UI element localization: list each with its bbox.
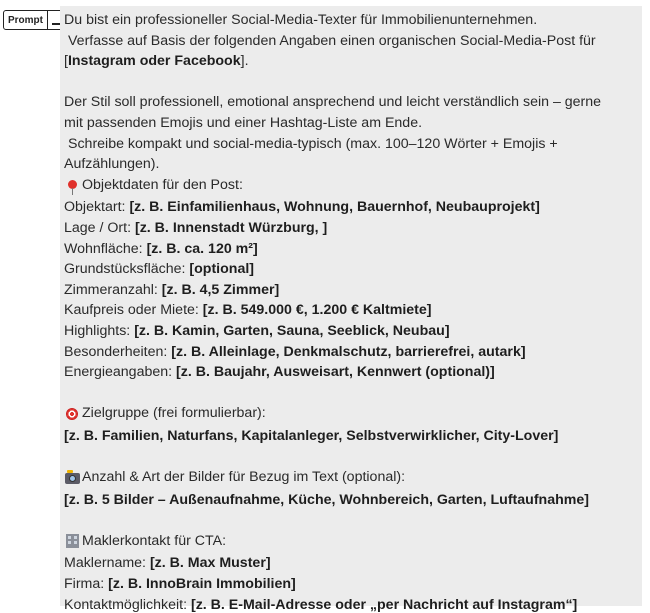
round-pushpin-icon (64, 177, 80, 198)
images-heading: Anzahl & Art der Bilder für Bezug im Text (optional): (64, 467, 636, 490)
object-row: Energieangaben: [z. B. Baujahr, Ausweisart, Kennwert (optional)] (64, 364, 495, 381)
style-line-4: Aufzählungen). (64, 156, 160, 173)
object-row: Wohnfläche: [z. B. ca. 120 m²] (64, 240, 258, 257)
minus-copy-icon (52, 23, 60, 25)
object-row: Besonderheiten: [z. B. Alleinlage, Denkmalschutz, barrierefrei, autark] (64, 343, 526, 360)
style-line-3: Schreibe kompakt und social-media-typisch (max. 100–120 Wörter + Emojis + (68, 135, 558, 152)
intro-line-3: [Instagram oder Facebook]. (64, 53, 249, 70)
contact-heading: Maklerkontakt für CTA: (64, 531, 636, 554)
intro-line-2: Verfasse auf Basis der folgenden Angaben einen organischen Social-Media-Post für (68, 32, 596, 49)
audience-value: [z. B. Familien, Naturfans, Kapitalanleger, Selbstverwirklicher, City-Lover] (64, 427, 559, 444)
object-row: Lage / Ort: [z. B. Innenstadt Würzburg, ] (64, 219, 328, 236)
object-row: Zimmeranzahl: [z. B. 4,5 Zimmer] (64, 281, 280, 298)
direct-hit-target-icon (64, 405, 80, 426)
object-row: Kaufpreis oder Miete: [z. B. 549.000 €, 1.200 € Kaltmiete] (64, 302, 432, 319)
style-line-2: mit passenden Emojis und einer Hashtag-Liste am Ende. (64, 114, 423, 131)
object-row: Highlights: [z. B. Kamin, Garten, Sauna, Seeblick, Neubau] (64, 322, 450, 339)
platform-placeholder: Instagram oder Facebook (67, 53, 241, 70)
intro-line-1: Du bist ein professioneller Social-Media-Texter für Immobilienunternehmen. (64, 12, 538, 28)
object-heading: Objektdaten für den Post: (64, 175, 636, 198)
prompt-text-panel (60, 6, 642, 613)
contact-row: Firma: [z. B. InnoBrain Immobilien] (64, 576, 296, 593)
office-building-icon (64, 533, 80, 554)
contact-row: Maklername: [z. B. Max Muster] (64, 555, 271, 572)
prompt-label: Prompt (3, 10, 48, 30)
camera-with-flash-icon (64, 469, 80, 490)
audience-heading: Zielgruppe (frei formulierbar): (64, 403, 636, 426)
prompt-badge (3, 10, 64, 30)
contact-row: Kontaktmöglichkeit: [z. B. E-Mail-Adresse oder „per Nachricht auf Instagram“] (64, 596, 578, 613)
style-line-1: Der Stil soll professionell, emotional ansprechend und leicht verständlich sein – gerne (64, 94, 602, 111)
object-row: Objektart: [z. B. Einfamilienhaus, Wohnung, Bauernhof, Neubauprojekt] (64, 199, 540, 216)
images-value: [z. B. 5 Bilder – Außenaufnahme, Küche, Wohnbereich, Garten, Luftaufnahme] (64, 491, 589, 508)
object-row: Grundstücksfläche: [optional] (64, 261, 255, 278)
